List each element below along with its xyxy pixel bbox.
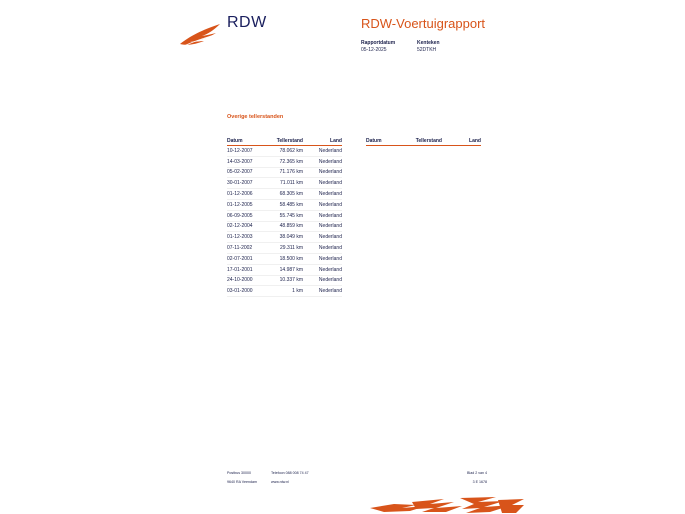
- table-row: [227, 178, 342, 189]
- cell-country: Nederland: [303, 210, 342, 221]
- cell-reading: 14.987 km: [267, 264, 303, 275]
- odometer-table-right: [366, 138, 481, 146]
- cell-country: Nederland: [303, 264, 342, 275]
- footer-decoration-icon: [366, 496, 526, 514]
- table-row: [227, 253, 342, 264]
- footer-phone: Telefoon 088 008 74 47: [271, 471, 309, 475]
- table-row: [227, 156, 342, 167]
- cell-reading: 68.305 km: [267, 189, 303, 200]
- col-header-country: Land: [442, 138, 481, 146]
- col-header-date: Datum: [227, 138, 267, 146]
- table-row: [227, 232, 342, 243]
- cell-country: Nederland: [303, 199, 342, 210]
- cell-country: Nederland: [303, 243, 342, 254]
- cell-reading: 18.500 km: [267, 253, 303, 264]
- logo-text: RDW: [227, 14, 267, 31]
- report-title: RDW-Voertuigrapport: [361, 16, 486, 31]
- table-header-row: [366, 138, 481, 146]
- cell-country: Nederland: [303, 286, 342, 297]
- plate-label: Kenteken: [417, 40, 440, 46]
- cell-date: 02-07-2001: [227, 253, 267, 264]
- cell-country: Nederland: [303, 146, 342, 157]
- rdw-logo-icon: [178, 22, 222, 48]
- cell-reading: 78.062 km: [267, 146, 303, 157]
- cell-date: 24-10-2000: [227, 275, 267, 286]
- col-header-reading: Tellerstand: [406, 138, 442, 146]
- cell-country: Nederland: [303, 189, 342, 200]
- cell-reading: 55.745 km: [267, 210, 303, 221]
- cell-reading: 48.859 km: [267, 221, 303, 232]
- table-row: [227, 167, 342, 178]
- cell-country: Nederland: [303, 156, 342, 167]
- plate-value: 52DTKH: [417, 47, 437, 53]
- footer-page-number: Blad 2 van 4: [467, 471, 487, 475]
- cell-country: Nederland: [303, 221, 342, 232]
- cell-country: Nederland: [303, 167, 342, 178]
- cell-date: 05-02-2007: [227, 167, 267, 178]
- cell-date: 01-12-2006: [227, 189, 267, 200]
- footer-website[interactable]: www.rdw.nl: [271, 480, 289, 484]
- cell-country: Nederland: [303, 253, 342, 264]
- cell-reading: 10.337 km: [267, 275, 303, 286]
- table-row: [227, 199, 342, 210]
- report-date-value: 05-12-2025: [361, 47, 387, 53]
- cell-country: Nederland: [303, 275, 342, 286]
- cell-reading: 72.365 km: [267, 156, 303, 167]
- cell-date: 01-12-2005: [227, 199, 267, 210]
- cell-date: 14-03-2007: [227, 156, 267, 167]
- table-row: [227, 221, 342, 232]
- table-header-row: [227, 138, 342, 146]
- cell-date: 07-11-2002: [227, 243, 267, 254]
- table-row: [227, 286, 342, 297]
- table-row: [227, 210, 342, 221]
- cell-date: 02-12-2004: [227, 221, 267, 232]
- footer-document-code: 3 E 1678: [472, 480, 487, 484]
- odometer-table-left: [227, 138, 342, 297]
- cell-reading: 58.485 km: [267, 199, 303, 210]
- cell-date: 06-09-2005: [227, 210, 267, 221]
- cell-reading: 1 km: [267, 286, 303, 297]
- table-row: [227, 146, 342, 157]
- cell-date: 17-01-2001: [227, 264, 267, 275]
- table-row: [227, 243, 342, 254]
- col-header-country: Land: [303, 138, 342, 146]
- cell-country: Nederland: [303, 178, 342, 189]
- cell-reading: 38.049 km: [267, 232, 303, 243]
- cell-reading: 71.176 km: [267, 167, 303, 178]
- section-title: Overige tellerstanden: [227, 114, 284, 120]
- table-row: [227, 264, 342, 275]
- table-row: [227, 189, 342, 200]
- col-header-date: Datum: [366, 138, 406, 146]
- report-date-label: Rapportdatum: [361, 40, 396, 46]
- cell-reading: 71.011 km: [267, 178, 303, 189]
- cell-date: 10-12-2007: [227, 146, 267, 157]
- table-row: [227, 275, 342, 286]
- cell-date: 03-01-2000: [227, 286, 267, 297]
- footer-address-line1: Postbus 30000: [227, 471, 251, 475]
- cell-date: 30-01-2007: [227, 178, 267, 189]
- footer-address-line2: 9640 RA Veendam: [227, 480, 257, 484]
- col-header-reading: Tellerstand: [267, 138, 303, 146]
- cell-date: 01-12-2003: [227, 232, 267, 243]
- cell-country: Nederland: [303, 232, 342, 243]
- cell-reading: 29.311 km: [267, 243, 303, 254]
